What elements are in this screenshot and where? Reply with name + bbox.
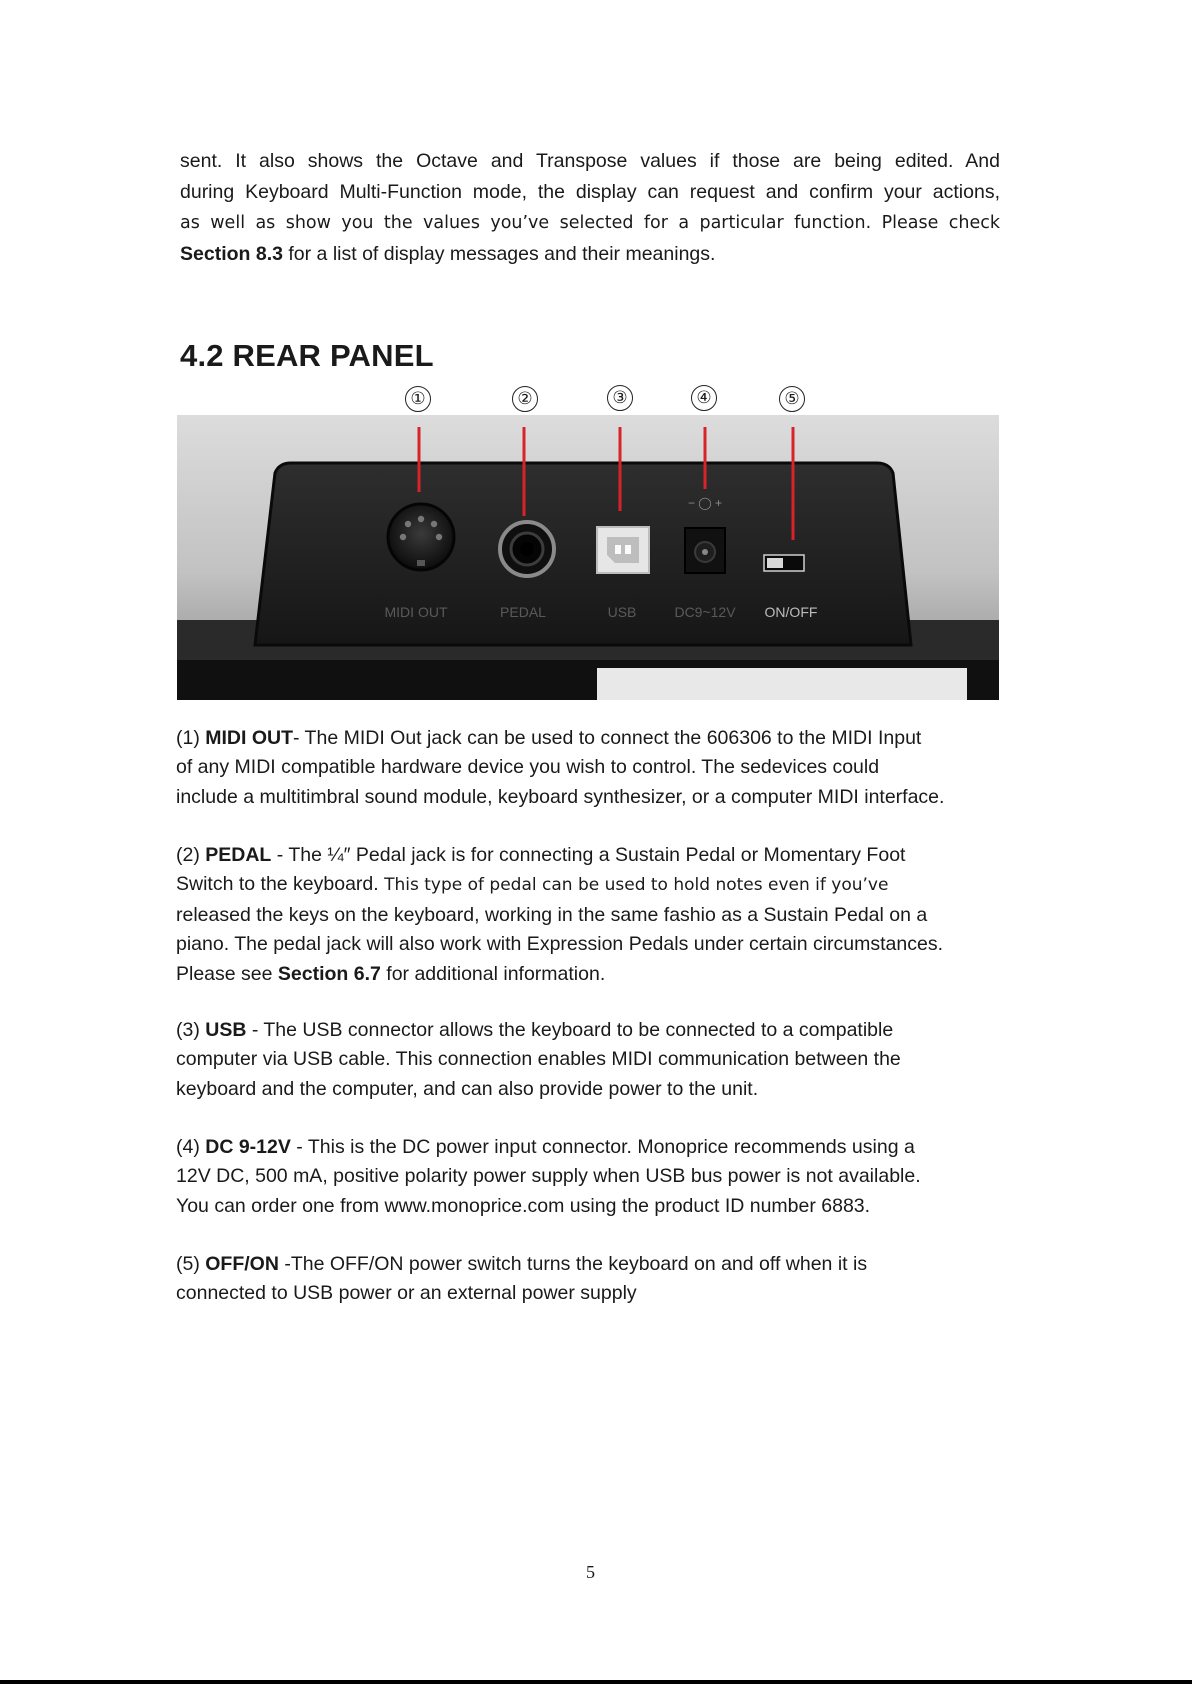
section-dc xyxy=(176,1133,1016,1221)
onoff-line-2: connected to USB power or an external power supply xyxy=(176,1282,637,1305)
dc-line-2: 12V DC, 500 mA, positive polarity power supply when USB bus power is not available. xyxy=(176,1165,921,1188)
intro-line-4-text: for a list of display messages and their meanings. xyxy=(282,243,716,265)
pedal-line-1-text: - The ¼″ Pedal jack is for connecting a Sustain Pedal or Momentary Foot xyxy=(271,844,906,866)
callout-2: ② xyxy=(512,386,538,412)
dc-term: DC 9-12V xyxy=(205,1136,291,1158)
pedal-jack xyxy=(500,522,554,576)
pedal-line-2b: This type of pedal can be used to hold notes even if you’ve xyxy=(378,875,889,896)
intro-line-1: sent. It also shows the Octave and Transpose values if those are being edited. And xyxy=(180,150,1000,172)
power-switch xyxy=(764,555,804,571)
pedal-line-1 xyxy=(176,841,1016,870)
usb-term: USB xyxy=(205,1019,247,1041)
page-number: 5 xyxy=(586,1562,595,1582)
bottom-rule xyxy=(0,1680,1192,1684)
section-pedal xyxy=(176,841,1016,989)
rear-panel-illustration xyxy=(177,415,999,700)
section-heading: 4.2 REAR PANEL xyxy=(180,338,434,373)
section-usb xyxy=(176,1016,1016,1104)
intro-line-3: as well as show you the values you’ve selected for a particular function. Please check xyxy=(180,213,1000,233)
callout-5: ⑤ xyxy=(779,386,805,412)
midi-out-jack xyxy=(388,504,454,570)
midi-line-1-text: - The MIDI Out jack can be used to connect the 606306 to the MIDI Input xyxy=(293,727,922,749)
label-on-off: ON/OFF xyxy=(764,604,818,620)
label-pedal: PEDAL xyxy=(500,604,546,620)
usb-port xyxy=(597,527,649,573)
onoff-num: (5) xyxy=(176,1253,206,1275)
section-midi-out xyxy=(176,724,1016,812)
label-midi-out: MIDI OUT xyxy=(384,604,448,620)
pedal-line-2a: Switch to the keyboard. xyxy=(176,873,379,896)
off-on-term: OFF/ON xyxy=(205,1253,279,1275)
midi-line-2: of any MIDI compatible hardware device you wish to control. The sedevices could xyxy=(176,756,880,779)
pedal-line-2 xyxy=(176,870,1016,900)
dc-num: (4) xyxy=(176,1136,206,1158)
dc-jack xyxy=(685,528,725,573)
dc-line-3: You can order one from www.monoprice.com using the product ID number 6883. xyxy=(176,1194,871,1217)
pedal-num: (2) xyxy=(176,844,206,866)
callout-1: ① xyxy=(405,386,431,412)
callout-4: ④ xyxy=(691,385,717,411)
onoff-line-1-text: -The OFF/ON power switch turns the keyboard on and off when it is xyxy=(278,1253,868,1275)
callout-3: ③ xyxy=(607,385,633,411)
dc-line-1 xyxy=(176,1133,1016,1162)
usb-line-1 xyxy=(176,1016,1016,1045)
midi-num: (1) xyxy=(176,727,206,749)
intro-line-4 xyxy=(180,239,1000,270)
pedal-line-5-post: for additional information. xyxy=(380,962,606,985)
intro-paragraph xyxy=(180,146,1000,270)
usb-line-1-text: - The USB connector allows the keyboard to be connected to a compatible xyxy=(246,1019,894,1041)
section-6-7-ref: Section 6.7 xyxy=(277,962,381,985)
rear-panel-photo xyxy=(177,415,999,700)
dc-line-1-text: - This is the DC power input connector. Monoprice recommends using a xyxy=(290,1136,915,1158)
usb-line-3: keyboard and the computer, and can also provide power to the unit. xyxy=(176,1077,759,1100)
midi-line-1 xyxy=(176,724,1016,753)
pedal-line-5 xyxy=(176,960,1016,989)
pedal-term: PEDAL xyxy=(205,844,272,866)
section-off-on xyxy=(176,1250,1016,1309)
pedal-line-4: piano. The pedal jack will also work with Expression Pedals under certain circumstances. xyxy=(176,933,944,956)
onoff-line-1 xyxy=(176,1250,1016,1279)
usb-num: (3) xyxy=(176,1019,206,1041)
intro-line-2: during Keyboard Multi-Function mode, the display can request and confirm your actions, xyxy=(180,181,1000,203)
label-dc: DC9~12V xyxy=(674,604,736,620)
section-8-3-ref: Section 8.3 xyxy=(180,243,283,265)
white-key-edge xyxy=(597,668,967,700)
pedal-line-3: released the keys on the keyboard, working in the same fashio as a Sustain Pedal on a xyxy=(176,903,928,926)
label-usb: USB xyxy=(607,604,637,620)
midi-out-term: MIDI OUT xyxy=(205,727,293,749)
midi-line-3: include a multitimbral sound module, keyboard synthesizer, or a computer MIDI interface. xyxy=(176,785,945,808)
pedal-line-5-pre: Please see xyxy=(176,962,278,985)
usb-line-2: computer via USB cable. This connection enables MIDI communication between the xyxy=(176,1048,901,1071)
polarity-symbol: − ◯ + xyxy=(687,496,723,510)
